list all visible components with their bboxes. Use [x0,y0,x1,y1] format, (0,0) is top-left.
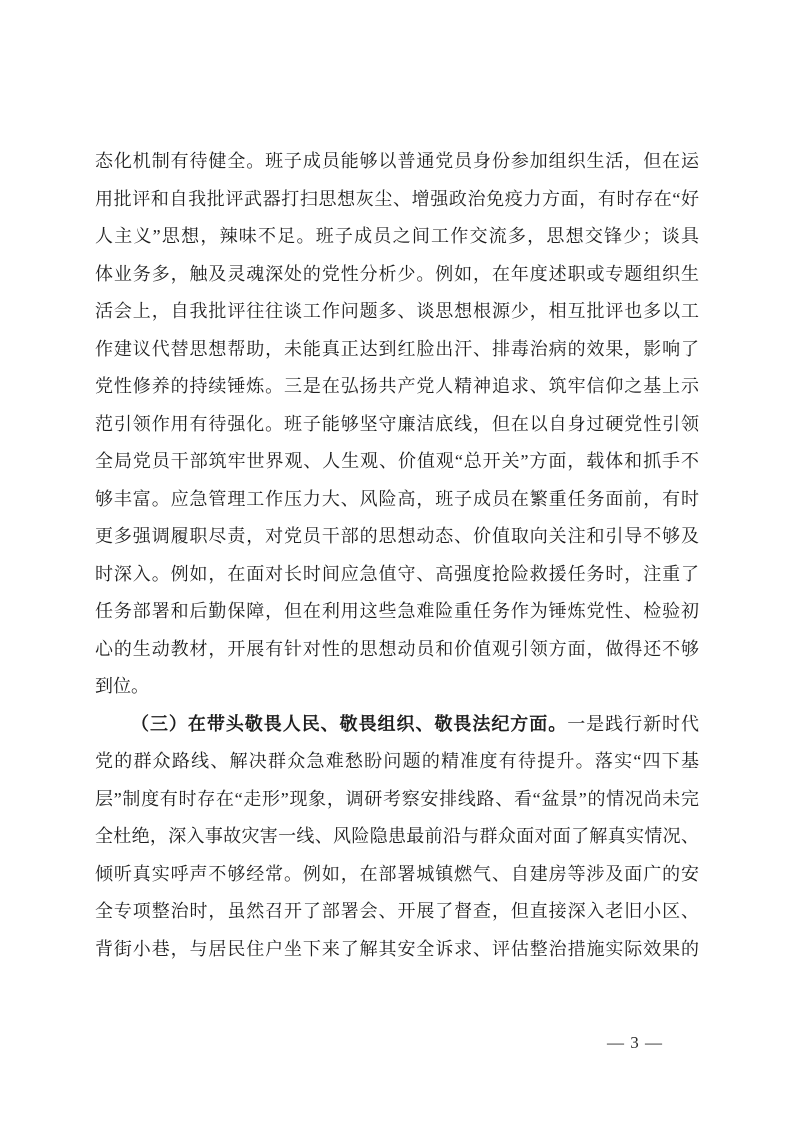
text-line: 时深入。例如，在面对长时间应急值守、高强度抢险救援任务时，注重了 [95,563,699,584]
section-heading-line [95,706,699,744]
text-line: 用批评和自我批评武器打扫思想灰尘、增强政治免疫力方面，有时存在“好 [95,188,699,209]
page-number: — 3 — [607,1033,663,1052]
text-line: 全专项整治时，虽然召开了部署会、开展了督查，但直接深入老旧小区、 [95,901,699,921]
paragraph-continuation [95,143,699,668]
text-line: 活会上，自我批评往往谈工作问题多、谈思想根源少，相互批评也多以工 [95,301,699,321]
section-heading: （三）在带头敬畏人民、敬畏组织、敬畏法纪方面。 [131,713,568,734]
text-line: 全杜绝，深入事故灾害一线、风险隐患最前沿与群众面对面了解真实情况、 [95,826,699,846]
text-line: 人主义”思想，辣味不足。班子成员之间工作交流多，思想交锋少；谈具 [95,226,699,246]
text-line: 全局党员干部筑牢世界观、人生观、价值观“总开关”方面，载体和抓手不 [95,451,699,471]
text-line: 层”制度有时存在“走形”现象，调研考察安排线路、看“盆景”的情况尚未完 [95,788,699,809]
text-line: 更多强调履职尽责，对党员干部的思想动态、价值取向关注和引导不够及 [95,526,699,546]
text-line: 态化机制有待健全。班子成员能够以普通党员身份参加组织生活，但在运 [95,151,699,171]
heading-line-rest: 一是践行新时代 [567,713,699,734]
text-line: 党性修养的持续锤炼。三是在弘扬共产党人精神追求、筑牢信仰之基上示 [95,376,699,396]
text-line: 范引领作用有待强化。班子能够坚守廉洁底线，但在以自身过硬党性引领 [95,413,699,434]
text-line: 倾听真实呼声不够经常。例如，在部署城镇燃气、自建房等涉及面广的安 [95,863,699,884]
text-line: 作建议代替思想帮助，未能真正达到红脸出汗、排毒治病的效果，影响了 [95,338,699,359]
text-line: 任务部署和后勤保障，但在利用这些急难险重任务作为锤炼党性、检验初 [95,601,699,621]
text-line: 背街小巷，与居民住户坐下来了解其安全诉求、评估整治措施实际效果的 [95,938,699,959]
text-line: 党的群众路线、解决群众急难愁盼问题的精准度有待提升。落实“四下基 [95,751,699,771]
text-line: 够丰富。应急管理工作压力大、风险高，班子成员在繁重任务面前，有时 [95,488,699,509]
text-line: 体业务多，触及灵魂深处的党性分析少。例如，在年度述职或专题组织生 [95,263,699,284]
body-text [95,143,699,968]
text-line: 心的生动教材，开展有针对性的思想动员和价值观引领方面，做得还不够 [95,638,699,659]
paragraph-last-line: 到位。 [95,676,149,696]
paragraph-section-three [95,743,699,968]
